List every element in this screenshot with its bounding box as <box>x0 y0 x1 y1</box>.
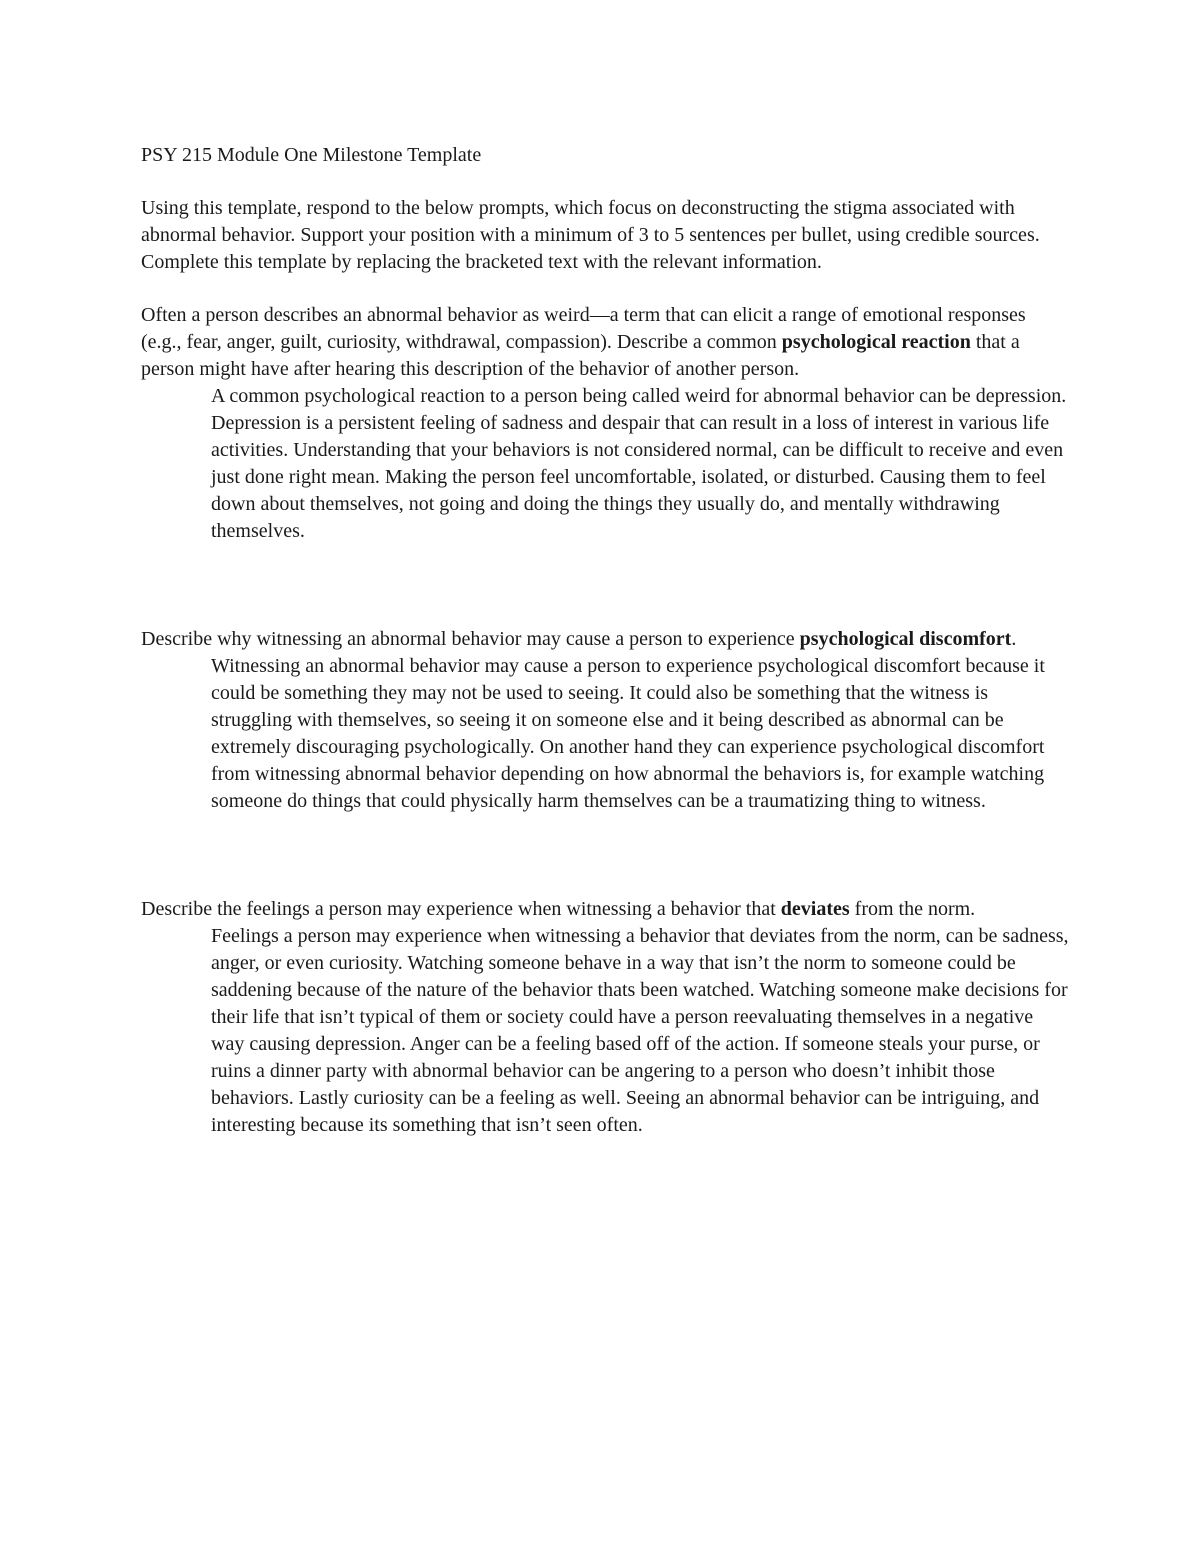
prompt-text-end: . <box>1011 628 1017 650</box>
prompt-text-end: that a person might have after hearing this description of the behavior of another person. <box>141 331 1020 380</box>
prompt-text-start: Often a person describes an abnormal behavior as weird—a term that can elicit a range of emotional responses (e.g., fear, anger, guilt, curiosity, withdrawal, compassion). Describe a common <box>141 304 1026 353</box>
prompt-text-end: from the norm. <box>849 898 976 920</box>
prompt-text-start: Describe the feelings a person may experience when witnessing a behavior that <box>141 898 781 920</box>
response-text: Witnessing an abnormal behavior may cause a person to experience psychological discomfort because it could be something they may not be used to seeing. It could also be something that the witness is struggling with themselves, so seeing it on someone else and it being described as abnormal can be extremely discouraging psychologically. On another hand they can experience psychological discomfort from witnessing abnormal behavior depending on how abnormal the behaviors is, for example watching someone do things that could physically harm themselves can be a traumatizing thing to witness. <box>211 655 1045 812</box>
prompt-keyword: psychological discomfort <box>799 628 1012 650</box>
document-intro: Using this template, respond to the below prompts, which focus on deconstructing the stigma associated with abnormal behavior. Support your position with a minimum of 3 to 5 sentences per bullet, using credible sources. Complete this template by replacing the bracketed text with the relevant information. <box>141 197 1040 273</box>
response-text: A common psychological reaction to a person being called weird for abnormal behavior can be depression. Depression is a persistent feeling of sadness and despair that can result in a loss of interest in various life activities. Understanding that your behaviors is not considered normal, can be difficult to receive and even just done right mean. Making the person feel uncomfortable, isolated, or disturbed. Causing them to feel down about themselves, not going and doing the things they usually do, and mentally withdrawing themselves. <box>211 385 1067 542</box>
prompt-section-3 <box>141 896 1071 1139</box>
prompt-text-start: Describe why witnessing an abnormal behavior may cause a person to experience <box>141 628 800 650</box>
prompt-keyword: deviates <box>780 898 850 920</box>
prompt-text <box>141 626 1056 653</box>
prompt-text <box>141 896 1056 923</box>
response-text: Feelings a person may experience when witnessing a behavior that deviates from the norm, can be sadness, anger, or even curiosity. Watching someone behave in a way that isn’t the norm to someone could be saddening because of the nature of the behavior thats been watched. Watching someone make decisions for their life that isn’t typical of them or society could have a person reevaluating themselves in a negative way causing depression. Anger can be a feeling based off of the action. If someone steals your purse, or ruins a dinner party with abnormal behavior can be angering to a person who doesn’t inhibit those behaviors. Lastly curiosity can be a feeling as well. Seeing an abnormal behavior can be intriguing, and interesting because its something that isn’t seen often. <box>211 925 1069 1136</box>
prompt-keyword: psychological reaction <box>781 331 971 353</box>
document-page <box>141 142 1071 1139</box>
prompt-text <box>141 302 1056 383</box>
prompt-section-2 <box>141 626 1071 815</box>
prompt-section-1 <box>141 302 1071 545</box>
document-title: PSY 215 Module One Milestone Template <box>141 144 482 166</box>
